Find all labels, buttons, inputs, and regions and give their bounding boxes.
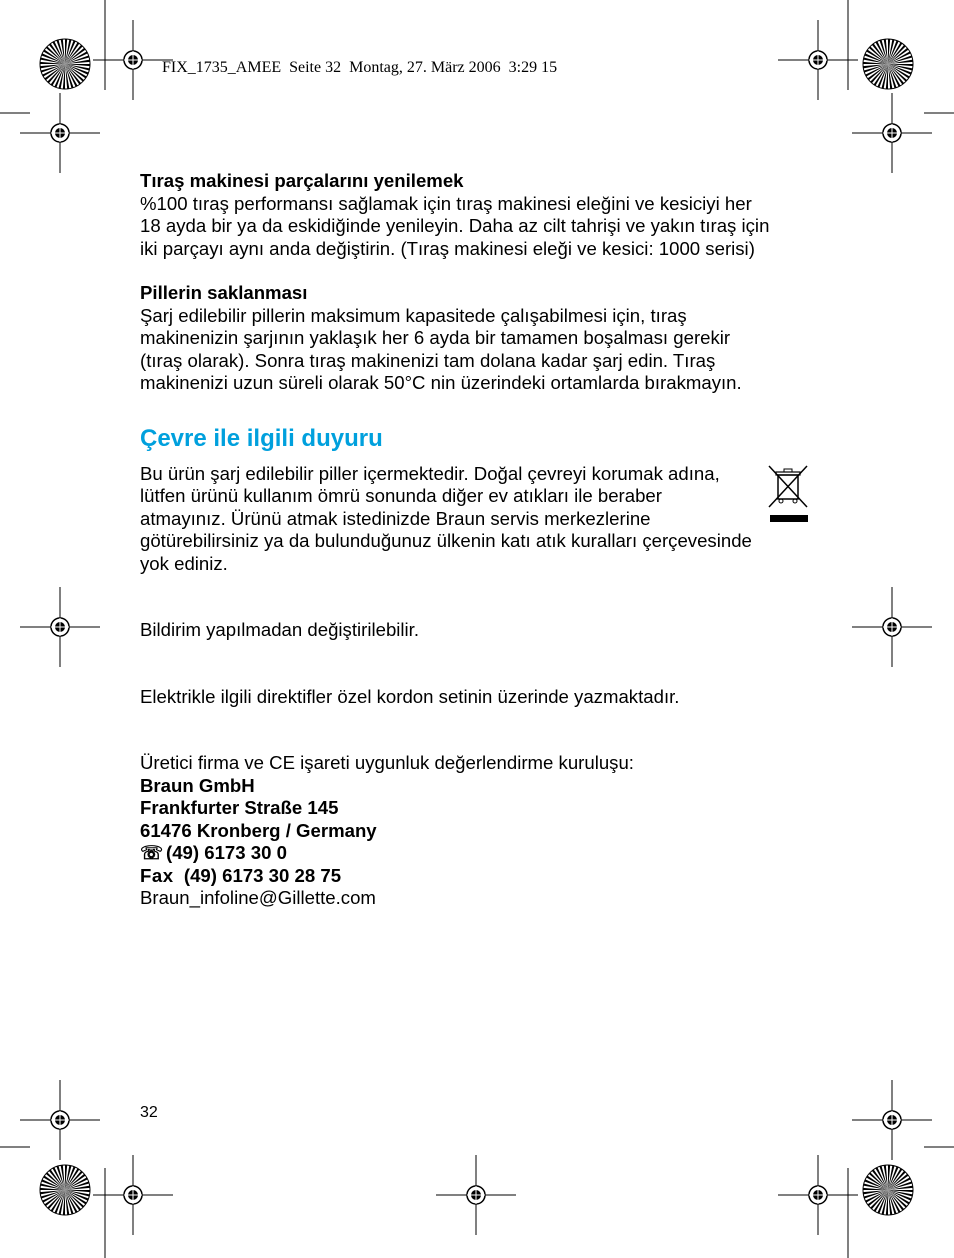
manufacturer-block <box>140 752 815 910</box>
paragraph-line: makinenizin şarjının yaklaşık her 6 ayda bir tamamen boşalması gerekir <box>140 327 731 348</box>
page-content <box>140 170 815 910</box>
manufacturer-intro: Üretici firma ve CE işareti uygunluk değerlendirme kuruluşu: <box>140 752 634 773</box>
crossed-out-wheelie-bin-icon <box>766 463 810 523</box>
paragraph-line: %100 tıraş performansı sağlamak için tıraş makinesi eleğini ve kesiciyi her <box>140 192 752 214</box>
manufacturer-city: 61476 Kronberg / Germany <box>140 819 377 841</box>
paragraph-line: yok ediniz. <box>140 552 228 574</box>
paragraph-line: (tıraş olarak). Sonra tıraş makinenizi tam dolana kadar şarj edin. Tıraş <box>140 349 716 371</box>
paragraph-line: götürebilirsiniz ya da bulunduğunuz ülkenin katı atık kuralları çerçevesinde <box>140 530 752 551</box>
page-number: 32 <box>140 1104 158 1121</box>
manufacturer-phone-row <box>140 842 815 865</box>
telephone-icon: ☏ <box>140 842 164 863</box>
section-environment-title: Çevre ile ilgili duyuru <box>140 424 383 452</box>
section-parts-title: Tıraş makinesi parçalarını yenilemek <box>140 170 464 191</box>
paragraph-line: Bu ürün şarj edilebilir piller içermektedir. Doğal çevreyi korumak adına, <box>140 462 720 484</box>
section-battery <box>140 282 815 395</box>
fax-label: Fax <box>140 864 174 886</box>
starburst-target <box>863 39 913 89</box>
section-environment <box>140 463 815 576</box>
starburst-target <box>863 1165 913 1215</box>
starburst-target <box>40 1165 90 1215</box>
manufacturer-fax: (49) 6173 30 28 75 <box>183 864 342 886</box>
section-parts <box>140 170 815 260</box>
manufacturer-phone: (49) 6173 30 0 <box>166 842 287 863</box>
paragraph-line: makinenizi uzun süreli olarak 50°C nin üzerindeki ortamlarda bırakmayın. <box>140 372 742 393</box>
print-slug-line: FIX_1735_AMEE Seite 32 Montag, 27. März 2006 3:29 15 <box>162 59 558 76</box>
starburst-target <box>40 39 90 89</box>
notice-change: Bildirim yapılmadan değiştirilebilir. <box>140 619 420 640</box>
manufacturer-fax-row <box>140 865 815 888</box>
paragraph-line: Şarj edilebilir pillerin maksimum kapasitede çalışabilmesi için, tıraş <box>140 304 687 326</box>
paragraph-line: 18 ayda bir ya da eskidiğinde yenileyin. Daha az cilt tahrişi ve yakın tıraş için <box>140 215 770 236</box>
manufacturer-street: Frankfurter Straße 145 <box>140 797 339 818</box>
notice-directives: Elektrikle ilgili direktifler özel kordon setinin üzerinde yazmaktadır. <box>140 685 680 707</box>
paragraph-line: lütfen ürünü kullanım ömrü sonunda diğer ev atıkları ile beraber <box>140 485 662 506</box>
manufacturer-company: Braun GmbH <box>140 774 255 796</box>
manufacturer-email: Braun_infoline@Gillette.com <box>140 887 376 908</box>
paragraph-line: atmayınız. Ürünü atmak istedinizde Braun servis merkezlerine <box>140 507 651 529</box>
paragraph-line: iki parçayı aynı anda değiştirin. (Tıraş makinesi eleği ve kesici: 1000 serisi) <box>140 237 755 259</box>
section-battery-title: Pillerin saklanması <box>140 282 308 303</box>
